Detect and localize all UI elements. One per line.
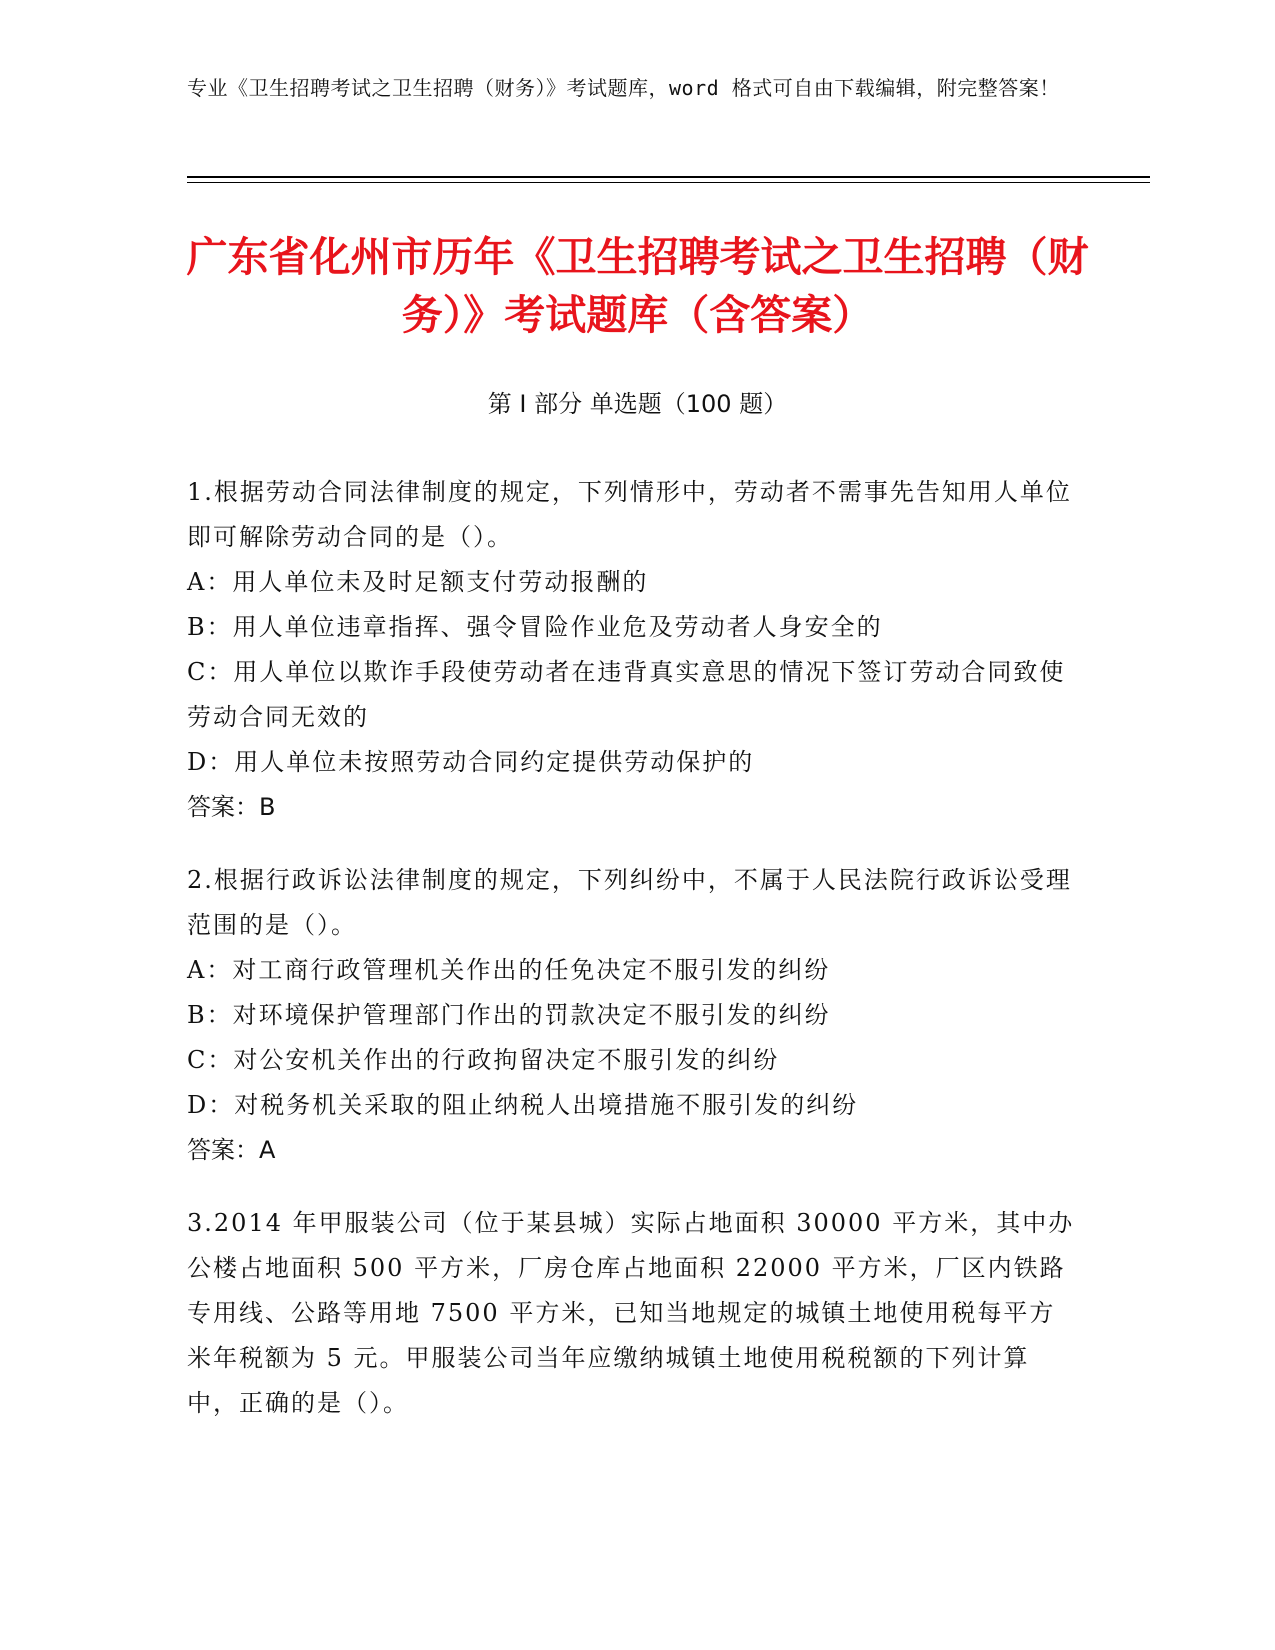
header-note: 专业《卫生招聘考试之卫生招聘（财务）》考试题库，word 格式可自由下载编辑，附完整答案！ — [187, 76, 1060, 100]
option-d: D：对税务机关采取的阻止纳税人出境措施不服引发的纠纷 — [187, 1091, 859, 1119]
option-d: D：用人单位未按照劳动合同约定提供劳动保护的 — [187, 748, 755, 776]
question-stem: 1.根据劳动合同法律制度的规定，下列情形中，劳动者不需事先告知用人单位即可解除劳动合同的是（）。 — [187, 478, 1072, 551]
answer: 答案：B — [187, 793, 276, 821]
section-title: 第 I 部分 单选题（100 题） — [487, 390, 788, 418]
document-title: 广东省化州市历年《卫生招聘考试之卫生招聘（财务）》考试题库（含答案） — [186, 233, 1089, 339]
option-b: B：对环境保护管理部门作出的罚款决定不服引发的纠纷 — [187, 1001, 831, 1029]
header-rule-thin — [187, 182, 1150, 183]
header-rule-thick — [187, 176, 1150, 178]
question-2 — [187, 858, 1077, 1173]
question-stem: 2.根据行政诉讼法律制度的规定，下列纠纷中，不属于人民法院行政诉讼受理范围的是（）。 — [187, 866, 1072, 939]
option-a: A：用人单位未及时足额支付劳动报酬的 — [187, 568, 649, 596]
question-1 — [187, 470, 1077, 830]
question-3 — [187, 1201, 1077, 1426]
option-a: A：对工商行政管理机关作出的任免决定不服引发的纠纷 — [187, 956, 831, 984]
question-list — [187, 470, 1077, 1454]
option-b: B：用人单位违章指挥、强令冒险作业危及劳动者人身安全的 — [187, 613, 883, 641]
option-c: C：用人单位以欺诈手段使劳动者在违背真实意思的情况下签订劳动合同致使劳动合同无效的 — [187, 658, 1066, 731]
answer: 答案：A — [187, 1136, 276, 1164]
option-c: C：对公安机关作出的行政拘留决定不服引发的纠纷 — [187, 1046, 780, 1074]
question-stem: 3.2014 年甲服装公司（位于某县城）实际占地面积 30000 平方米，其中办公楼占地面积 500 平方米，厂房仓库占地面积 22000 平方米，厂区内铁路专用线、公路等用地 7500 平方米，已知当地规定的城镇土地使用税每平方米年税额为 5 元。甲服装公司当年应缴纳城镇土地使用税税额的下列计算中，正确的是（）。 — [187, 1209, 1075, 1417]
